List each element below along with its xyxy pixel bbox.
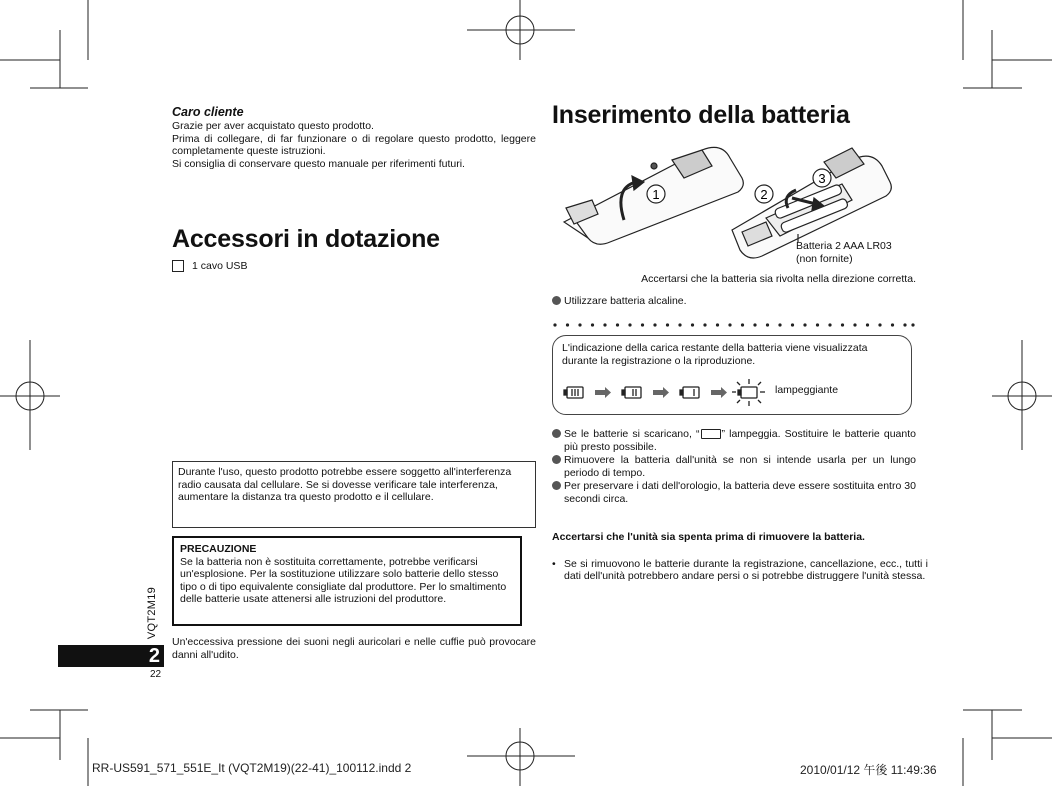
battery-level-sequence (561, 378, 791, 408)
bullet-icon: • (552, 557, 556, 570)
greeting-line: Prima di collegare, di far funzionare o di regolare questo prodotto, leggere completamente queste istruzioni. (172, 132, 536, 157)
footer-timestamp: 2010/01/12 午後 11:49:36 (800, 763, 937, 777)
dotted-divider (552, 322, 916, 328)
caution-box (172, 536, 522, 626)
power-off-title: Accertarsi che l'unità sia spenta prima di rimuovere la batteria. (552, 531, 865, 543)
bullet-text: ” lampeggia. Sostituire le batterie quanto più presto possibile. (564, 428, 916, 453)
alkaline-note (552, 295, 916, 308)
accessories-title: Accessori in dotazione (172, 225, 440, 253)
indicator-text: L'indicazione della carica restante della batteria viene visualizzata durante la registrazione o la riproduzione. (562, 342, 868, 367)
blinking-label: lampeggiante (775, 384, 839, 396)
footer-file-name: RR-US591_571_551E_It (VQT2M19)(22-41)_100112.indd 2 (92, 761, 412, 775)
interference-note: Durante l'uso, questo prodotto potrebbe essere soggetto all'interferenza radio causata dal cellulare. Se si dovesse verificare tale interferenza, aumentare la distanza tra questo prodotto e il cellulare. (178, 466, 512, 503)
list-item (552, 454, 916, 479)
bullet-icon (552, 296, 561, 305)
list-item (552, 480, 916, 505)
page-number: 22 (150, 669, 162, 680)
direction-note: Accertarsi che la batteria sia rivolta nella direzione corretta. (641, 273, 916, 285)
battery-label (796, 240, 892, 265)
greeting-section (172, 105, 536, 170)
battery-title: Inserimento della batteria (552, 101, 850, 129)
greeting-line: Si consiglia di conservare questo manuale per riferimenti futuri. (172, 157, 465, 170)
step-label: 2 (760, 187, 768, 202)
bullet-icon (552, 481, 561, 490)
battery-label-line: Batteria 2 AAA LR03 (796, 240, 892, 252)
bullet-icon (552, 455, 561, 464)
battery-label-line: (non fornite) (796, 252, 853, 265)
bullet-text: Se le batterie si scaricano, “ (564, 428, 700, 440)
model-code-tab (142, 583, 162, 643)
alkaline-note-text: Utilizzare batteria alcaline. (564, 295, 687, 307)
hearing-note: Un'eccessiva pressione dei suoni negli auricolari e nelle cuffie può provocare danni all'udito. (172, 636, 536, 661)
caution-title: PRECAUZIONE (180, 543, 257, 555)
checkbox-icon (172, 260, 184, 272)
interference-note-box (172, 461, 536, 528)
model-code: VQT2M19 (146, 586, 158, 640)
bullet-icon (552, 429, 561, 438)
power-off-note (552, 558, 928, 583)
accessory-label: 1 cavo USB (192, 260, 248, 272)
power-off-text: Se si rimuovono le batterie durante la registrazione, cancellazione, ecc., tutti i dati dell'unità potrebbero andare persi o si potrebbe distruggere l'unità stessa. (564, 557, 928, 582)
greeting-line: Grazie per aver acquistato questo prodotto. (172, 120, 374, 132)
greeting-title: Caro cliente (172, 105, 244, 119)
list-item (552, 428, 916, 453)
caution-text: Se la batteria non è sostituita correttamente, potrebbe verificarsi un'esplosione. Per la sostituzione utilizzare solo batterie dello stesso tipo o di tipo equivalente consigliate dal produttore. Per lo smaltimento delle batterie usate attenersi alle istruzioni del produttore. (180, 555, 507, 605)
step-label: 3 (818, 171, 826, 186)
bullet-text: Per preservare i dati dell'orologio, la batteria deve essere sostituita entro 30 secondi circa. (564, 480, 916, 505)
battery-indicator-box (552, 335, 912, 415)
bullet-text: Rimuovere la batteria dall'unità se non si intende usarla per un lungo periodo di tempo. (564, 454, 916, 479)
step-label: 1 (652, 187, 660, 202)
accessory-item (172, 260, 247, 273)
page-badge: 2 (58, 645, 164, 667)
empty-battery-icon (701, 429, 721, 439)
battery-notes-list (552, 428, 916, 505)
